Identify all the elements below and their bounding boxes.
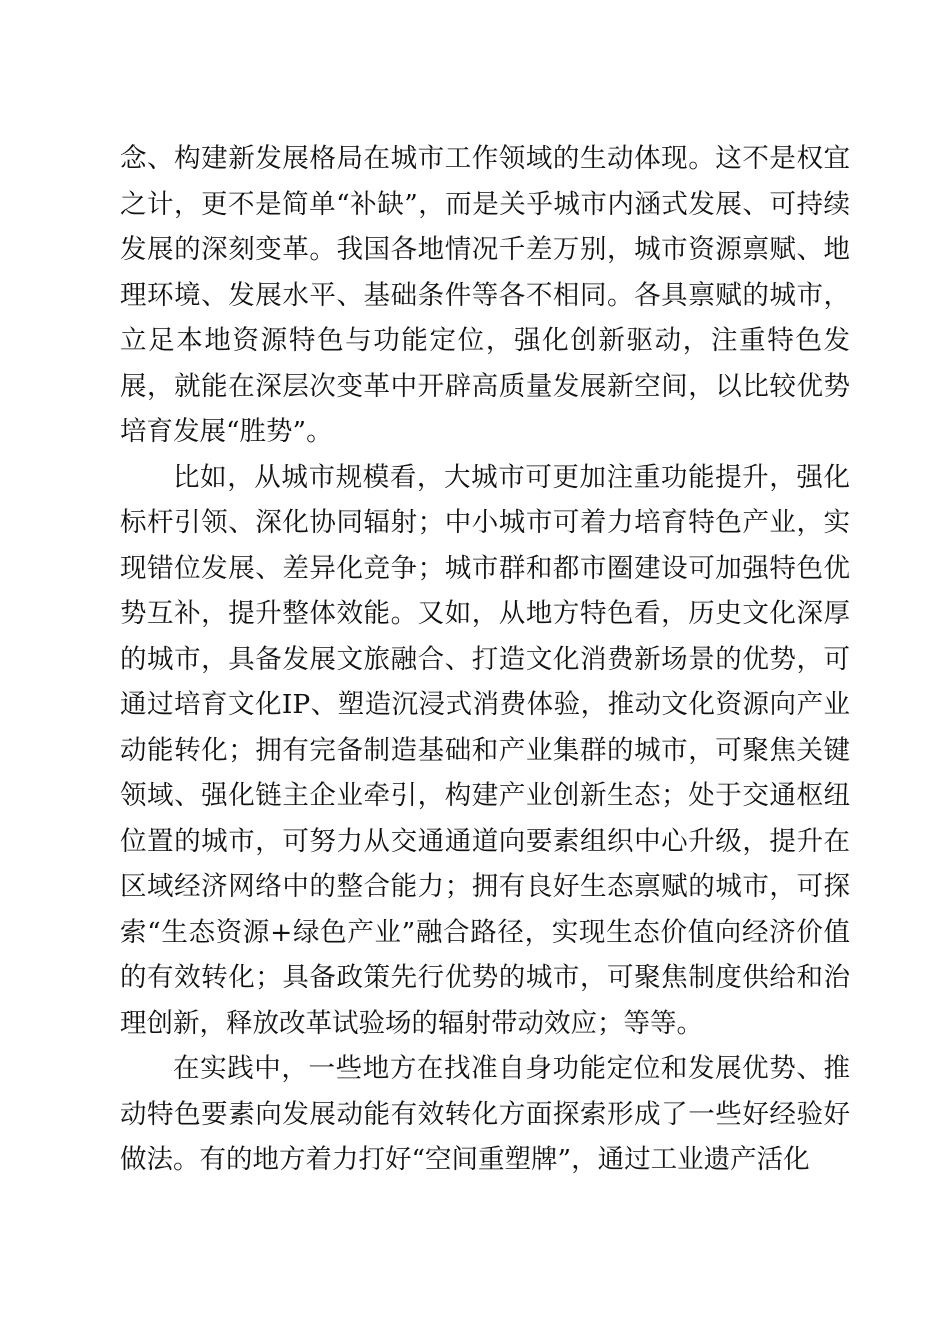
paragraph-continued: 念、构建新发展格局在城市工作领域的生动体现。这不是权宜之计，更不是简单“补缺”，而是关乎城市内涵式发展、可持续发展的深刻变革。我国各地情况千差万别，城市资源禀赋、地理环境、发展水平、基础条件等各不相同。各具禀赋的城市，立足本地资源特色与功能定位，强化创新驱动，注重特色发展，就能在深层次变革中开辟高质量发展新空间，以比较优势培育发展“胜势”。 <box>120 143 850 447</box>
paragraph-examples: 比如，从城市规模看，大城市可更加注重功能提升，强化标杆引领、深化协同辐射；中小城市可着力培育特色产业，实现错位发展、差异化竞争；城市群和都市圈建设可加强特色优势互补，提升整体效能。又如，从地方特色看，历史文化深厚的城市，具备发展文旅融合、打造文化消费新场景的优势，可通过培育文化IP、塑造沉浸式消费体验，推动文化资源向产业动能转化；拥有完备制造基础和产业集群的城市，可聚焦关键领域、强化链主企业牵引，构建产业创新生态；处于交通枢纽位置的城市，可努力从交通通道向要素组织中心升级，提升在区域经济网络中的整合能力；拥有良好生态禀赋的城市，可探索“生态资源+绿色产业”融合路径，实现生态价值向经济价值的有效转化；具备政策先行优势的城市，可聚焦制度供给和治理创新，释放改革试验场的辐射带动效应；等等。 <box>120 461 850 1039</box>
article-body <box>120 136 850 1183</box>
paragraph-practice: 在实践中，一些地方在找准自身功能定位和发展优势、推动特色要素向发展动能有效转化方面探索形成了一些好经验好做法。有的地方着力打好“空间重塑牌”，通过工业遗产活化 <box>120 1053 850 1175</box>
